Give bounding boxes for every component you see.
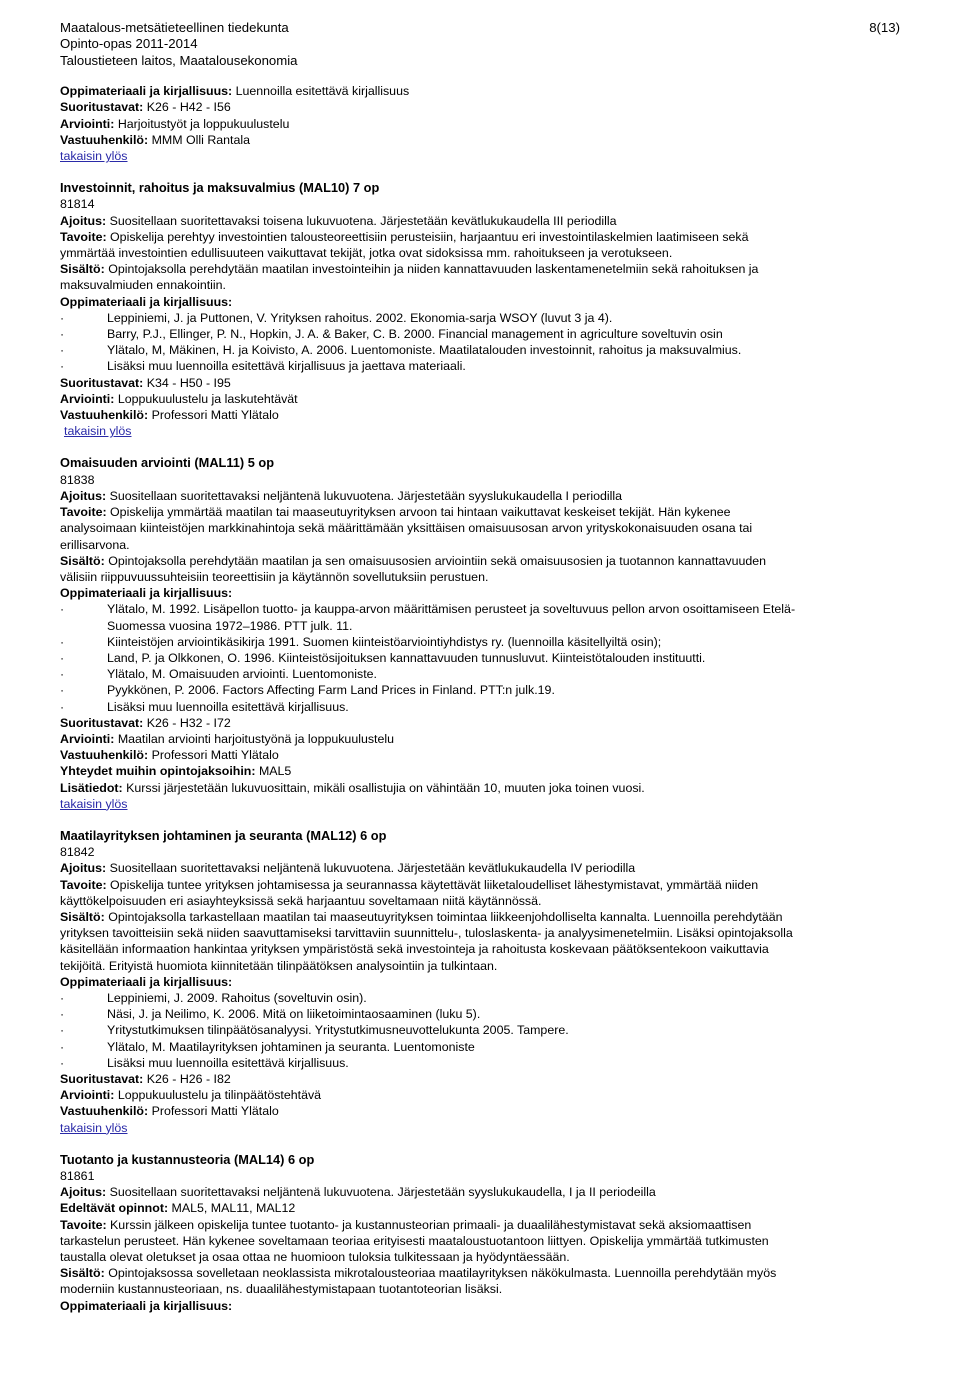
- modes-row: [60, 715, 900, 731]
- evaluation-label: Arviointi:: [60, 116, 115, 131]
- modes-label: Suoritustavat:: [60, 1072, 144, 1086]
- materials-label: Oppimateriaali ja kirjallisuus:: [60, 84, 233, 99]
- related-courses-row: [60, 763, 900, 779]
- modes-label: Suoritustavat:: [60, 715, 144, 730]
- additional-info-value: Kurssi järjestetään lukuvuosittain, mikäli osallistujia on vähintään 10, muuten joka toinen vuosi.: [122, 780, 645, 795]
- reference-item: · Pyykkönen, P. 2006. Factors Affecting Farm Land Prices in Finland. PTT:n julk.19.: [60, 682, 900, 698]
- timing-label: Ajoitus:: [60, 213, 107, 228]
- responsible-row: [60, 407, 900, 423]
- responsible-label: Vastuuhenkilö:: [60, 1104, 149, 1119]
- reference-item: · Lisäksi muu luennoilla esitettävä kirjallisuus.: [60, 699, 900, 715]
- evaluation-row: [60, 1087, 900, 1103]
- evaluation-value: Maatilan arviointi harjoitustyönä ja loppukuulustelu: [114, 731, 395, 746]
- goal-text-cont: erillisarvona.: [60, 537, 130, 552]
- responsible-value: Professori Matti Ylätalo: [148, 748, 279, 763]
- content-label: Sisältö:: [60, 262, 105, 277]
- materials-label: Oppimateriaali ja kirjallisuus:: [60, 1298, 233, 1313]
- content-text-cont: käsitellään informaation hankintaa yrityksen ympäristöstä sekä investointeja ja rahoitusta koskevaan päätöksentekoon vaikuttavia: [60, 942, 769, 957]
- content-label: Sisältö:: [60, 1266, 105, 1281]
- document-page: [60, 20, 900, 1314]
- reference-item: · Ylätalo, M, Mäkinen, H. ja Koivisto, A. 2006. Luentomoniste. Maatilatalouden investoinnit, rahoitus ja maksuvalmius.: [60, 342, 900, 358]
- reference-item: · Lisäksi muu luennoilla esitettävä kirjallisuus ja jaettava materiaali.: [60, 358, 900, 374]
- timing-value: Suositellaan suoritettavaksi neljäntenä lukuvuotena. Järjestetään kevätlukukaudella IV periodilla: [106, 861, 636, 876]
- course-mal14: [60, 1152, 900, 1314]
- course-code: 81814: [60, 197, 95, 212]
- goal-text-cont: taustalla olevat oletukset ja osaa ottaa ne huomioon tuloksia tulkitessaan ja hyödyntäessään.: [60, 1250, 570, 1265]
- content-text-cont: yrityksen tavoitteisiin sekä niiden saavuttamiseksi tarvittaviin suunnittelu-, tuloslaskenta- ja analyysimenetelmiin. Lisäksi opintojaksolla: [60, 926, 793, 941]
- reference-item: · Lisäksi muu luennoilla esitettävä kirjallisuus.: [60, 1055, 900, 1071]
- prerequisites-value: MAL5, MAL11, MAL12: [168, 1201, 296, 1216]
- timing-row: [60, 213, 900, 229]
- course-mal10: [60, 180, 900, 439]
- timing-row: [60, 488, 900, 504]
- content-text-cont: välisiin riippuvuussuhteisiin teoreettisiin ja käytännön sovellutuksiin perustuen.: [60, 569, 489, 584]
- content-text-cont: tekijöitä. Erityistä huomiota kiinnitetään tilinpäätöksen analysointiin ja tulkintaan.: [60, 958, 498, 973]
- timing-value: Suositellaan suoritettavaksi toisena lukuvuotena. Järjestetään kevätlukukaudella III periodilla: [106, 213, 617, 228]
- responsible-value: Professori Matti Ylätalo: [148, 408, 279, 423]
- timing-value: Suositellaan suoritettavaksi neljäntenä lukuvuotena. Järjestetään syyslukukaudella I periodilla: [106, 488, 623, 503]
- responsible-label: Vastuuhenkilö:: [60, 748, 149, 763]
- evaluation-label: Arviointi:: [60, 391, 115, 406]
- content-row: [60, 1265, 900, 1281]
- evaluation-value: Loppukuulustelu ja laskutehtävät: [114, 391, 298, 406]
- evaluation-row: [60, 116, 900, 132]
- course-code: 81838: [60, 472, 95, 487]
- goal-label: Tavoite:: [60, 229, 107, 244]
- responsible-row: [60, 132, 900, 148]
- timing-label: Ajoitus:: [60, 1185, 107, 1200]
- related-courses-value: MAL5: [255, 764, 292, 779]
- timing-row: [60, 1184, 900, 1200]
- additional-info-row: [60, 780, 900, 796]
- goal-text-cont: käyttökelpoisuuden eri asiayhteyksissä sekä harjaantuu soveltamaan niitä käytännössä.: [60, 893, 542, 908]
- course-title: Maatilayrityksen johtaminen ja seuranta (MAL12) 6 op: [60, 827, 387, 843]
- goal-label: Tavoite:: [60, 1217, 107, 1232]
- course-title: Investoinnit, rahoitus ja maksuvalmius (MAL10) 7 op: [60, 180, 380, 196]
- materials-label: Oppimateriaali ja kirjallisuus:: [60, 586, 233, 601]
- timing-value: Suositellaan suoritettavaksi neljäntenä lukuvuotena. Järjestetään syyslukukaudella, I ja II periodeilla: [106, 1185, 656, 1200]
- content-text: Opintojaksolla perehdytään maatilan investointeihin ja niiden kannattavuuden laskentamenetelmiin sekä rahoituksen ja: [104, 262, 759, 277]
- course-mal11: [60, 455, 900, 811]
- materials-value: Luennoilla esitettävä kirjallisuus: [232, 84, 410, 99]
- back-to-top-link[interactable]: takaisin ylös: [60, 796, 128, 811]
- modes-value: K26 - H26 - I82: [143, 1072, 231, 1086]
- page-number: 8(13): [869, 20, 900, 35]
- modes-value: K34 - H50 - I95: [143, 375, 231, 390]
- goal-text: Opiskelija tuntee yrityksen johtamisessa ja seurannassa käytettävät liiketaloudelliset lähestymistavat, ymmärtää niiden: [106, 877, 759, 892]
- goal-row: [60, 229, 900, 245]
- evaluation-value: Harjoitustyöt ja loppukuulustelu: [114, 116, 290, 131]
- related-courses-label: Yhteydet muihin opintojaksoihin:: [60, 764, 256, 779]
- goal-row: [60, 877, 900, 893]
- modes-value: K26 - H32 - I72: [143, 715, 231, 730]
- reference-item: · Leppiniemi, J. 2009. Rahoitus (soveltuvin osin).: [60, 990, 900, 1006]
- responsible-value: Professori Matti Ylätalo: [148, 1104, 279, 1119]
- reference-item: · Leppiniemi, J. ja Puttonen, V. Yrityksen rahoitus. 2002. Ekonomia-sarja WSOY (luvut 3 ja 4).: [60, 310, 900, 326]
- content-text: Opintojaksolla tarkastellaan maatilan tai maaseutuyrityksen toimintaa liikkeenjohdolliselta kannalta. Luennoilla perehdytään: [104, 909, 783, 924]
- prerequisites-row: [60, 1200, 900, 1216]
- additional-info-label: Lisätiedot:: [60, 780, 123, 795]
- reference-text: Ylätalo, M. 1992. Lisäpellon tuotto- ja kauppa-arvon määrittämisen perusteet ja soveltuvuus pellon arvon osoittamiseen Etelä-: [107, 602, 796, 617]
- document-header: [60, 20, 900, 69]
- content-text: Opintojaksolla perehdytään maatilan ja sen omaisuusosien arviointiin sekä omaisuusosien ja tuotannon kannattavuuden: [104, 553, 767, 568]
- course-code: 81842: [60, 845, 95, 860]
- materials-row: [60, 83, 900, 99]
- faculty-name: Maatalous-metsätieteellinen tiedekunta: [60, 20, 289, 35]
- goal-text: Opiskelija perehtyy investointien talousteoreettisiin perusteisiin, harjaantuu eri investointilaskelmien laatimiseen sekä: [106, 229, 749, 244]
- department-name: Taloustieteen laitos, Maatalousekonomia: [60, 52, 298, 68]
- modes-row: [60, 1071, 900, 1087]
- evaluation-label: Arviointi:: [60, 731, 115, 746]
- goal-row: [60, 1217, 900, 1233]
- content-text-cont: moderniin kustannusteoriaan, ns. duaalilähestymistapaan tuotantoteorian lisäksi.: [60, 1282, 503, 1297]
- evaluation-row: [60, 731, 900, 747]
- previous-course-tail: [60, 83, 900, 164]
- course-title: Tuotanto ja kustannusteoria (MAL14) 6 op: [60, 1151, 315, 1167]
- reference-item: · Land, P. ja Olkkonen, O. 1996. Kiinteistösijoituksen kannattavuuden tunnusluvut. Kiinteistötalouden instituutti.: [60, 650, 900, 666]
- timing-label: Ajoitus:: [60, 861, 107, 876]
- reference-item: · Ylätalo, M. Maatilayrityksen johtaminen ja seuranta. Luentomoniste: [60, 1039, 900, 1055]
- modes-row: [60, 375, 900, 391]
- course-mal12: [60, 828, 900, 1136]
- goal-text: Opiskelija ymmärtää maatilan tai maaseutuyrityksen arvoon tai hintaan vaikuttavat keskeiset tekijät. Hän kykenee: [106, 505, 731, 520]
- materials-label: Oppimateriaali ja kirjallisuus:: [60, 294, 233, 309]
- evaluation-row: [60, 391, 900, 407]
- content-text-cont: maksuvalmiuden ennakointiin.: [60, 278, 226, 293]
- goal-text-cont: ymmärtää investointien edullisuuteen vaikuttavat tekijät, jotka ovat sidoksissa mm. rahoitukseen ja verotukseen.: [60, 246, 673, 261]
- responsible-label: Vastuuhenkilö:: [60, 408, 149, 423]
- goal-label: Tavoite:: [60, 877, 107, 892]
- responsible-value: MMM Olli Rantala: [148, 132, 251, 147]
- evaluation-label: Arviointi:: [60, 1088, 115, 1103]
- content-row: [60, 261, 900, 277]
- reference-text-cont: Suomessa vuosina 1972–1986. PTT julk. 11.: [107, 618, 353, 633]
- back-to-top-link[interactable]: takaisin ylös: [64, 424, 132, 439]
- materials-label: Oppimateriaali ja kirjallisuus:: [60, 974, 233, 989]
- responsible-label: Vastuuhenkilö:: [60, 132, 149, 147]
- responsible-row: [60, 1103, 900, 1119]
- study-guide-title: Opinto-opas 2011-2014: [60, 36, 198, 52]
- content-row: [60, 553, 900, 569]
- goal-text-cont: analysoimaan kiinteistöjen markkinahintoja sekä määrittämään yksittäisen omaisuusosan arvon yrityskokonaisuuden osana tai: [60, 521, 753, 536]
- course-title: Omaisuuden arviointi (MAL11) 5 op: [60, 455, 275, 471]
- back-to-top-link[interactable]: takaisin ylös: [60, 149, 128, 164]
- reference-item: · Näsi, J. ja Neilimo, K. 2006. Mitä on liiketoimintaosaaminen (luku 5).: [60, 1006, 900, 1022]
- reference-item: · Yritystutkimuksen tilinpäätösanalyysi. Yritystutkimusneuvottelukunta 2005. Tampere.: [60, 1022, 900, 1038]
- course-code: 81861: [60, 1169, 95, 1184]
- goal-text-cont: tarkastelun perusteet. Hän kykenee soveltamaan teoriaa erityisesti maataloustuotantoon liittyen. Opiskelija ymmärtää tutkimusten: [60, 1233, 769, 1248]
- goal-row: [60, 504, 900, 520]
- timing-row: [60, 860, 900, 876]
- content-label: Sisältö:: [60, 553, 105, 568]
- goal-label: Tavoite:: [60, 505, 107, 520]
- modes-value: K26 - H42 - I56: [143, 100, 231, 115]
- responsible-row: [60, 747, 900, 763]
- content-row: [60, 909, 900, 925]
- modes-label: Suoritustavat:: [60, 375, 144, 390]
- goal-text: Kurssin jälkeen opiskelija tuntee tuotanto- ja kustannusteorian primaali- ja duaalilähestymistavat sekä aksiomaattisen: [106, 1217, 752, 1232]
- prerequisites-label: Edeltävät opinnot:: [60, 1201, 169, 1216]
- reference-item: [60, 601, 900, 633]
- content-label: Sisältö:: [60, 909, 105, 924]
- timing-label: Ajoitus:: [60, 488, 107, 503]
- modes-label: Suoritustavat:: [60, 100, 144, 115]
- reference-item: · Barry, P.J., Ellinger, P. N., Hopkin, J. A. & Baker, C. B. 2000. Financial management in agriculture soveltuvin osin: [60, 326, 900, 342]
- reference-item: · Kiinteistöjen arviointikäsikirja 1991. Suomen kiinteistöarviointiyhdistys ry. (luennoilla käsitellyiltä osin);: [60, 634, 900, 650]
- reference-item: · Ylätalo, M. Omaisuuden arviointi. Luentomoniste.: [60, 666, 900, 682]
- back-to-top-link[interactable]: takaisin ylös: [60, 1120, 128, 1135]
- evaluation-value: Loppukuulustelu ja tilinpäätöstehtävä: [114, 1088, 322, 1103]
- modes-row: [60, 99, 900, 115]
- content-text: Opintojaksossa sovelletaan neoklassista mikrotalousteoriaa maatilayrityksen näkökulmasta. Luennoilla perehdytään myös: [104, 1266, 777, 1281]
